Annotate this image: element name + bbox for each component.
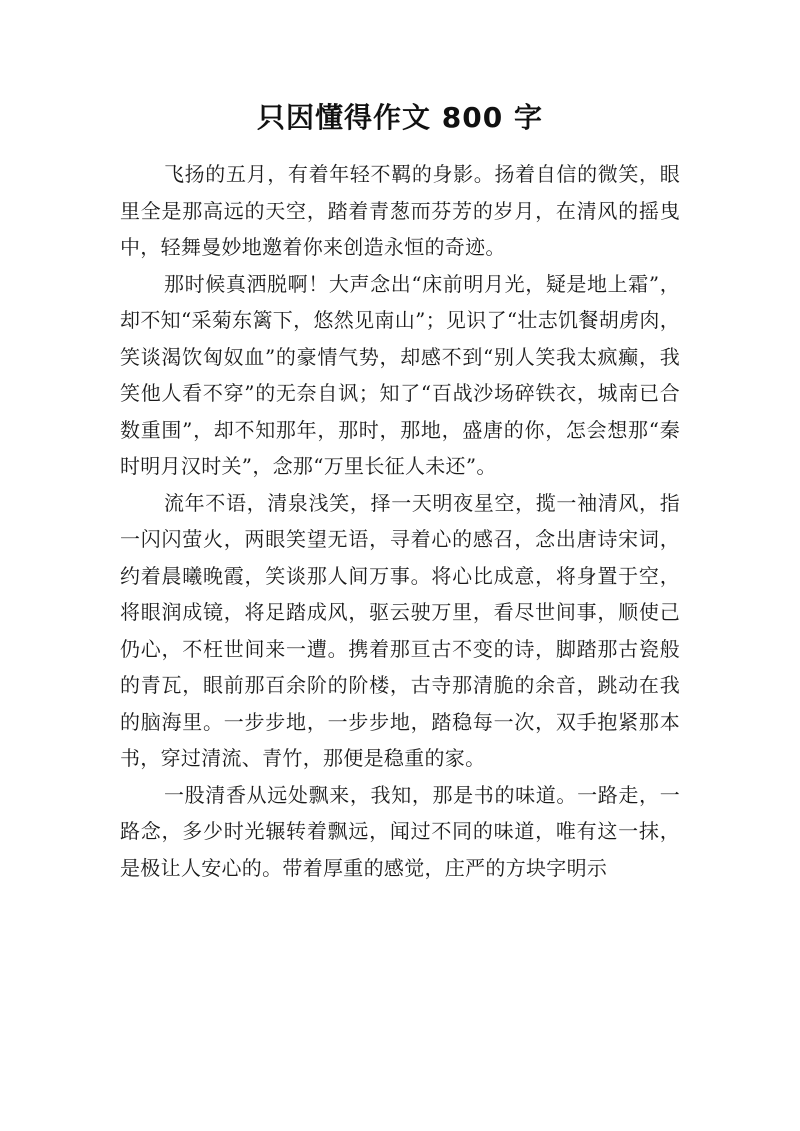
paragraph: 那时候真洒脱啊！大声念出“床前明月光，疑是地上霜”，却不知“采菊东篱下，悠然见南山”；见识了“壮志饥餐胡虏肉，笑谈渴饮匈奴血”的豪情气势，却感不到“别人笑我太疯癫，我笑他人看不穿”的无奈自讽；知了“百战沙场碎铁衣，城南已合数重围”，却不知那年，那时，那地，盛唐的你，怎会想那“秦时明月汉时关”，念那“万里长征人未还”。: [120, 271, 680, 478]
paragraph: 流年不语，清泉浅笑，择一天明夜星空，揽一袖清风，指一闪闪萤火，两眼笑望无语，寻着心的感召，念出唐诗宋词，约着晨曦晚霞，笑谈那人间万事。将心比成意，将身置于空，将眼润成镜，将足踏成风，驱云驶万里，看尽世间事，顺使己仍心，不枉世间来一遭。携着那亘古不变的诗，脚踏那古瓷般的青瓦，眼前那百余阶的阶楼，古寺那清脆的余音，跳动在我的脑海里。一步步地，一步步地，踏稳每一次，双手抱紧那本书，穿过清流、青竹，那便是稳重的家。: [120, 490, 680, 770]
paragraph: 飞扬的五月，有着年轻不羁的身影。扬着自信的微笑，眼里全是那高远的天空，踏着青葱而芬芳的岁月，在清风的摇曳中，轻舞曼妙地邀着你来创造永恒的奇迹。: [120, 162, 680, 259]
document-body: [120, 156, 680, 886]
document-title: 只因懂得作文 800 字: [257, 101, 543, 134]
paragraph: 一股清香从远处飘来，我知，那是书的味道。一路走，一路念，多少时光辗转着飘远，闻过不同的味道，唯有这一抹，是极让人安心的。带着厚重的感觉，庄严的方块字明示: [120, 782, 680, 880]
